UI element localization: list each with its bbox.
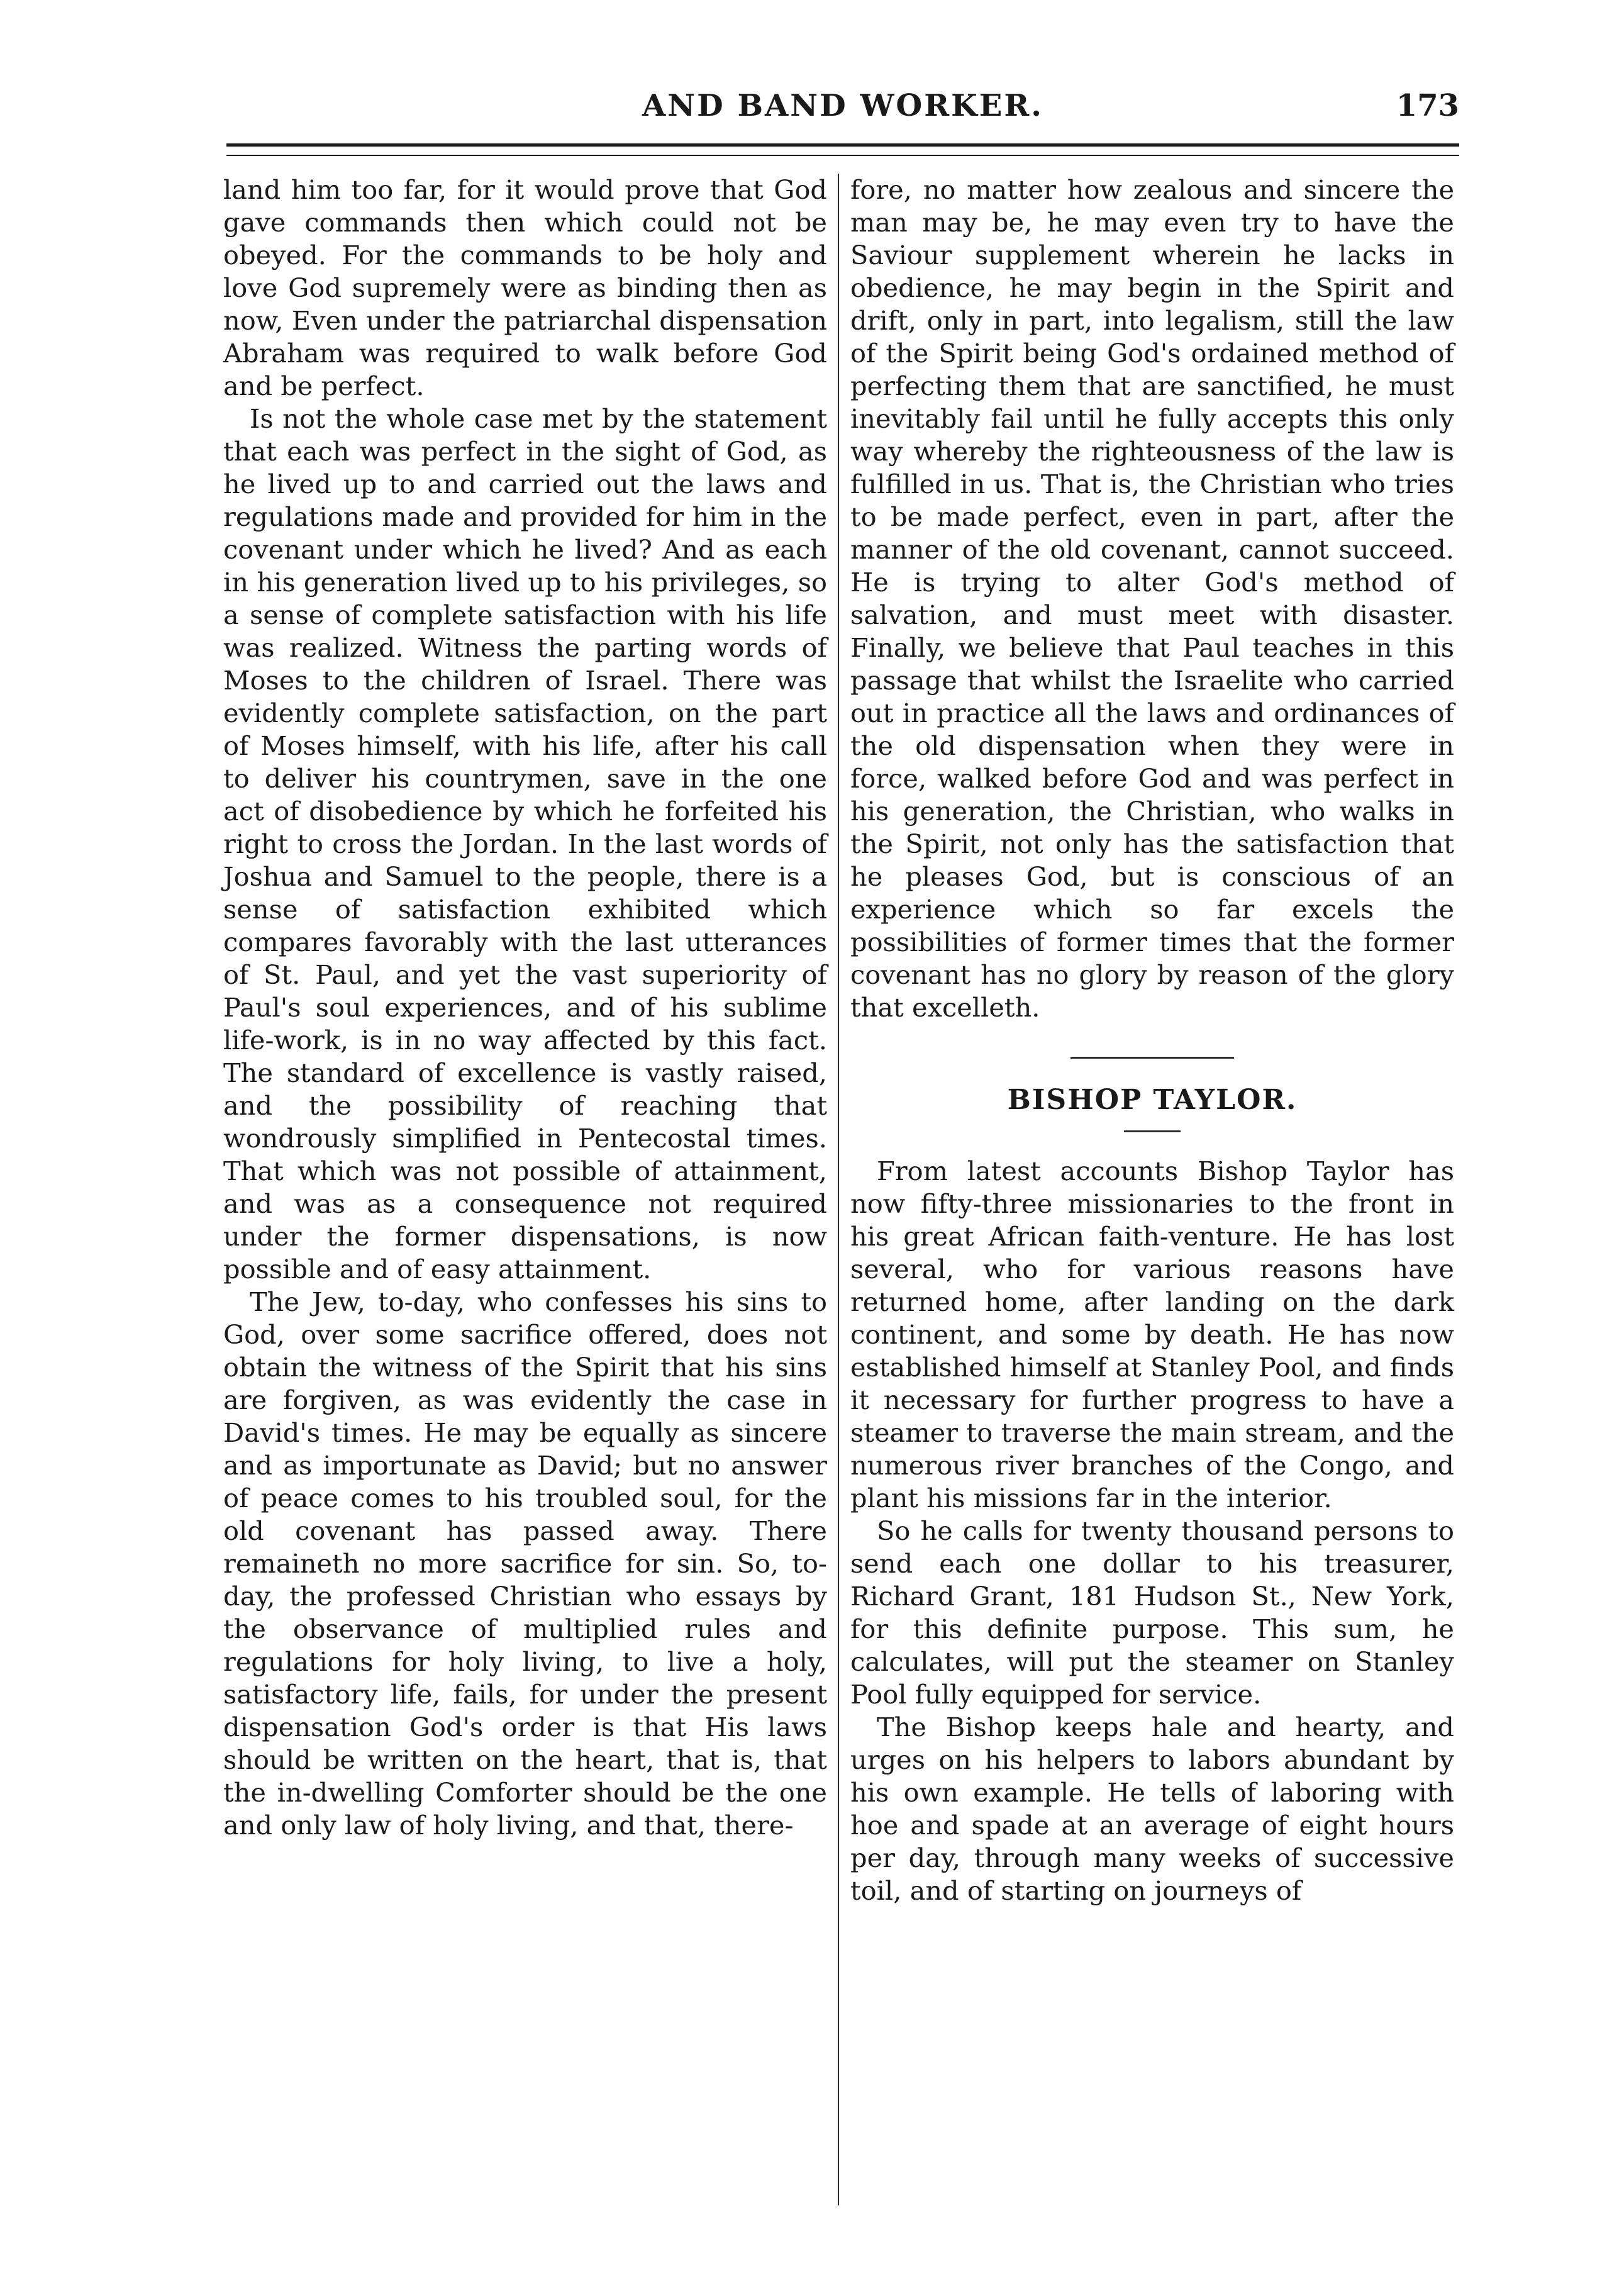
running-title: AND BAND WORKER.	[642, 88, 1043, 123]
paragraph: So he calls for twenty thousand persons to send each one dollar to his treasurer, Richard Grant, 181 Hudson St., New York, for this definite purpose. This sum, he calculates, will put the steamer on Stanley Pool fully equipped for service.	[850, 1515, 1454, 1710]
header-rule-thin	[226, 155, 1459, 156]
page-header	[226, 88, 1459, 138]
page-number: 173	[1396, 88, 1459, 123]
right-column	[850, 174, 1454, 1907]
section-title: BISHOP TAYLOR.	[1007, 1084, 1298, 1116]
section-divider-rule	[1070, 1057, 1234, 1059]
header-rule-thick	[226, 143, 1459, 147]
paragraph-continued: land him too far, for it would prove that God gave commands then which could not be obeyed. For the commands to be holy and love God supremely were as binding then as now, Even under the patriarchal dispensation Abraham was required to walk before God and be perfect.	[223, 174, 827, 401]
paragraph: From latest accounts Bishop Taylor has now fifty-three missionaries to the front in his great African faith-venture. He has lost several, who for various reasons have returned home, after landing on the dark continent, and some by death. He has now established himself at Stanley Pool, and finds it necessary for further progress to have a steamer to traverse the main stream, and the numerous river branches of the Congo, and plant his missions far in the interior.	[850, 1156, 1454, 1513]
column-divider	[838, 174, 839, 2205]
paragraph: The Jew, to-day, who confesses his sins to God, over some sacrifice offered, does not obtain the witness of the Spirit that his sins are forgiven, as was evidently the case in David's times. He may be equally as sincere and as importunate as David; but no answer of peace comes to his troubled soul, for the old covenant has passed away. There remaineth no more sacrifice for sin. So, to-day, the professed Christian who essays by the observance of multiplied rules and regulations for holy living, to live a holy, satisfactory life, fails, for under the present dispensation God's order is that His laws should be written on the heart, that is, that the in-dwelling Comforter should be the one and only law of holy living, and that, there-	[223, 1286, 827, 1841]
left-column	[223, 174, 827, 1842]
paragraph: The Bishop keeps hale and hearty, and urges on his helpers to labors abundant by his own example. He tells of laboring with hoe and spade at an average of eight hours per day, through many weeks of successive toil, and of starting on journeys of	[850, 1712, 1454, 1906]
paragraph-continued: fore, no matter how zealous and sincere the man may be, he may even try to have the Saviour supplement wherein he lacks in obedience, he may begin in the Spirit and drift, only in part, into legalism, still the law of the Spirit being God's ordained method of perfecting them that are sanctified, he must inevitably fail until he fully accepts this only way whereby the righteousness of the law is fulfilled in us. That is, the Christian who tries to be made perfect, even in part, after the manner of the old covenant, cannot succeed. He is trying to alter God's method of salvation, and must meet with disaster. Finally, we believe that Paul teaches in this passage that whilst the Israelite who carried out in practice all the laws and ordinances of the old dispensation when they were in force, walked before God and was perfect in his generation, the Christian, who walks in the Spirit, not only has the satisfaction that he pleases God, but is conscious of an experience which so far excels the possibilities of former times that the former covenant has no glory by reason of the glory that excelleth.	[850, 174, 1454, 1023]
paragraph: Is not the whole case met by the statement that each was perfect in the sight of God, as he lived up to and carried out the laws and regulations made and provided for him in the covenant under which he lived? And as each in his generation lived up to his privileges, so a sense of complete satisfaction with his life was realized. Witness the parting words of Moses to the children of Israel. There was evidently complete satisfaction, on the part of Moses himself, with his life, after his call to deliver his countrymen, save in the one act of disobedience by which he forfeited his right to cross the Jordan. In the last words of Joshua and Samuel to the people, there is a sense of satisfaction exhibited which compares favorably with the last utterances of St. Paul, and yet the vast superiority of Paul's soul experiences, and of his sublime life-work, is in no way affected by this fact. The standard of excellence is vastly raised, and the possibility of reaching that wondrously simplified in Pentecostal times. That which was not possible of attainment, and was as a consequence not required under the former dispensations, is now possible and of easy attainment.	[223, 403, 827, 1285]
title-underline-rule	[1124, 1130, 1181, 1132]
